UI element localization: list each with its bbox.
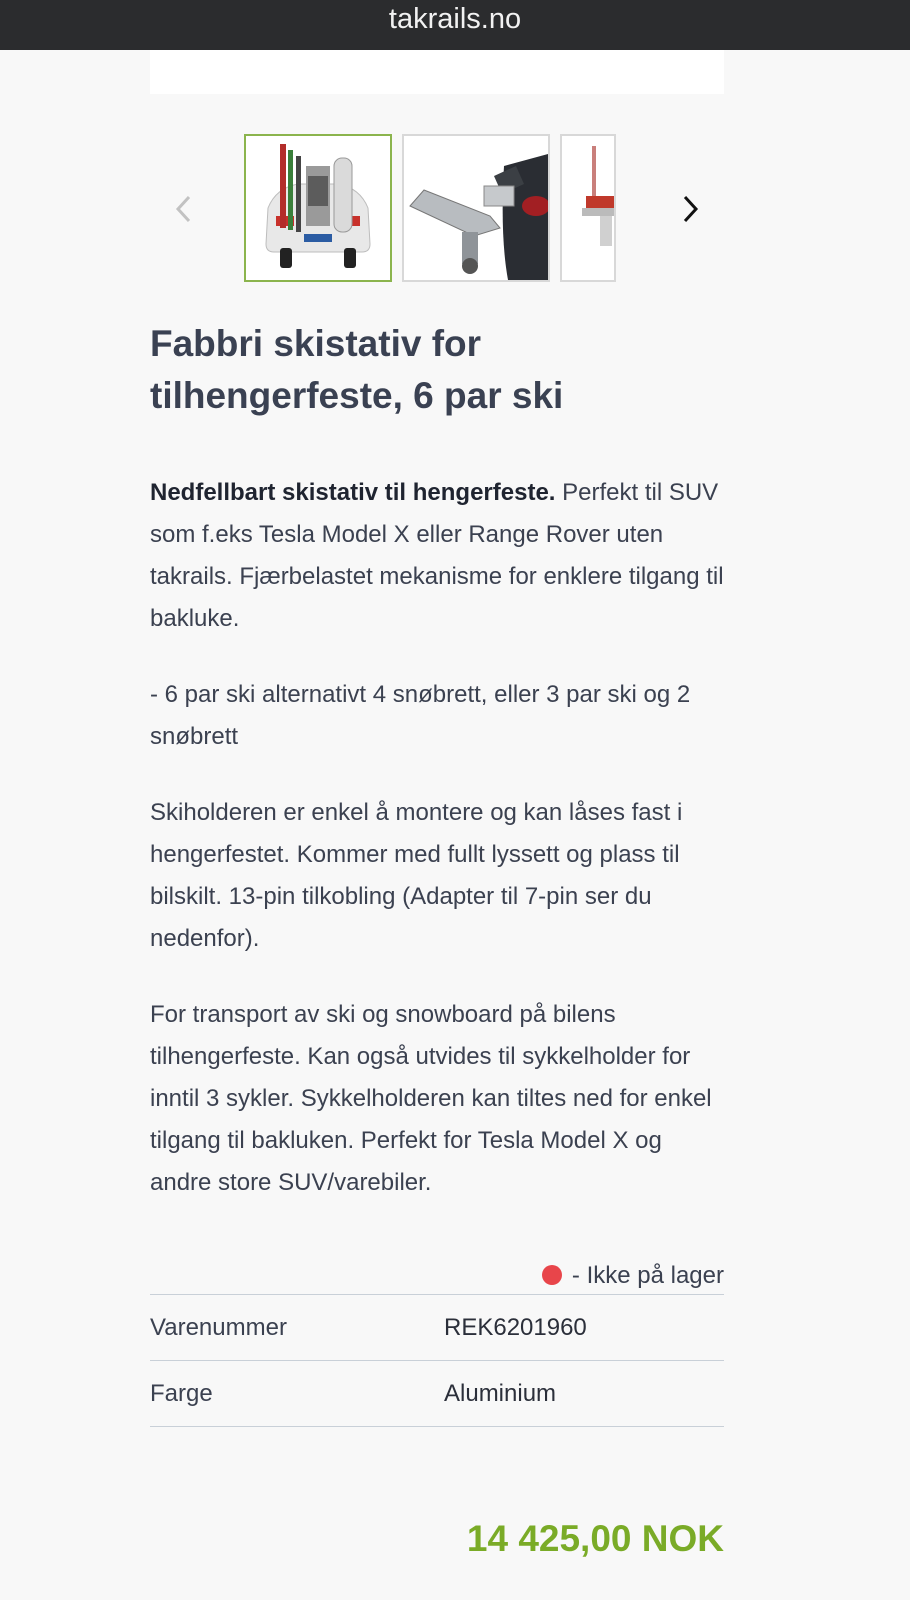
chevron-right-icon: [680, 194, 700, 224]
spec-value: Aluminium: [444, 1361, 724, 1427]
description-usage: For transport av ski og snowboard på bilens tilhengerfeste. Kan også utvides til sykkelholder for inntil 3 sykler. Sykkelholderen kan tiltes ned for enkel tilgang til bakluken. Perfekt for Tesla Model X og andre store SUV/varebiler.: [150, 1001, 712, 1196]
spec-key: Varenummer: [150, 1295, 444, 1361]
chevron-left-icon: [174, 194, 194, 224]
thumbnail-1[interactable]: [244, 134, 392, 282]
gallery-next-button[interactable]: [670, 189, 710, 229]
stock-status-text: - Ikke på lager: [571, 1262, 724, 1289]
table-row: [150, 1361, 724, 1427]
description-mounting: Skiholderen er enkel å montere og kan låses fast i hengerfestet. Kommer med fullt lyssett og plass til bilskilt. 13-pin tilkobling (Adapter til 7-pin ser du nedenfor).: [150, 799, 683, 952]
stock-indicator-dot: [542, 1265, 562, 1285]
intro-bold: Nedfellbart skistativ til hengerfeste.: [150, 479, 556, 506]
url-text: takrails.no: [388, 3, 522, 35]
description-capacity: - 6 par ski alternativt 4 snøbrett, eller 3 par ski og 2 snøbrett: [150, 681, 691, 750]
intro-text: Perfekt til SUV som f.eks Tesla Model X eller Range Rover uten takrails. Fjærbelastet mekanisme for enklere tilgang til bakluke.: [150, 479, 724, 632]
spec-value: REK6201960: [444, 1295, 724, 1361]
spec-table: [150, 1294, 724, 1427]
thumbnail-2[interactable]: [402, 134, 550, 282]
product-title: Fabbri skistativ for tilhengerfeste, 6 par ski: [150, 323, 564, 416]
spec-key: Farge: [150, 1361, 444, 1427]
browser-address-bar[interactable]: [0, 0, 910, 50]
gallery-prev-button[interactable]: [164, 189, 204, 229]
stock-status: [150, 1260, 724, 1292]
description-intro: [150, 472, 724, 640]
thumbnail-gallery: [150, 134, 724, 284]
image-area-bottom: [150, 50, 724, 94]
table-row: [150, 1295, 724, 1361]
product-description: [150, 472, 724, 1238]
product-price: 14 425,00 NOK: [466, 1518, 724, 1559]
thumbnail-3[interactable]: [560, 134, 616, 282]
